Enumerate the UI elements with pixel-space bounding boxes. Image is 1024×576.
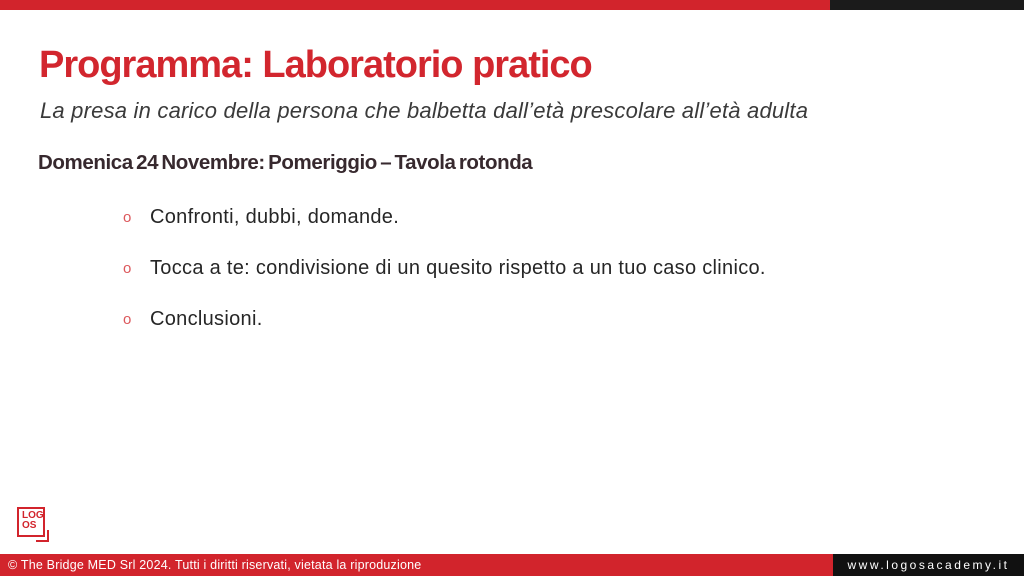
bullet-marker-icon: o	[123, 311, 132, 328]
top-accent-bar	[0, 0, 1024, 10]
logo-line2: OS	[22, 520, 37, 531]
bullet-marker-icon: o	[123, 209, 132, 226]
top-bar-black-segment	[830, 0, 1024, 10]
logos-logo	[17, 507, 45, 537]
bullet-text: Tocca a te: condivisione di un quesito rispetto a un tuo caso clinico.	[150, 257, 766, 279]
list-item	[123, 305, 863, 334]
bullet-text: Confronti, dubbi, domande.	[150, 206, 400, 228]
bullet-marker-icon: o	[123, 260, 132, 277]
logo-line1: LOG	[22, 510, 44, 521]
bullet-list	[123, 203, 863, 356]
slide-title: Programma: Laboratorio pratico	[39, 44, 592, 86]
slide-subtitle: La presa in carico della persona che balbetta dall’età prescolare all’età adulta	[40, 98, 809, 123]
footer-copyright-segment	[0, 554, 833, 576]
bullet-text: Conclusioni.	[150, 308, 263, 330]
list-item	[123, 203, 863, 232]
list-item	[123, 254, 863, 283]
section-heading: Domenica 24 Novembre: Pomeriggio – Tavola rotonda	[38, 151, 533, 174]
top-bar-red-segment	[0, 0, 830, 10]
footer-website-segment	[833, 554, 1024, 576]
website-text: www.logosacademy.it	[847, 558, 1010, 572]
copyright-text: © The Bridge MED Srl 2024. Tutti i diritti riservati, vietata la riproduzione	[8, 558, 422, 572]
footer-bar	[0, 554, 1024, 576]
